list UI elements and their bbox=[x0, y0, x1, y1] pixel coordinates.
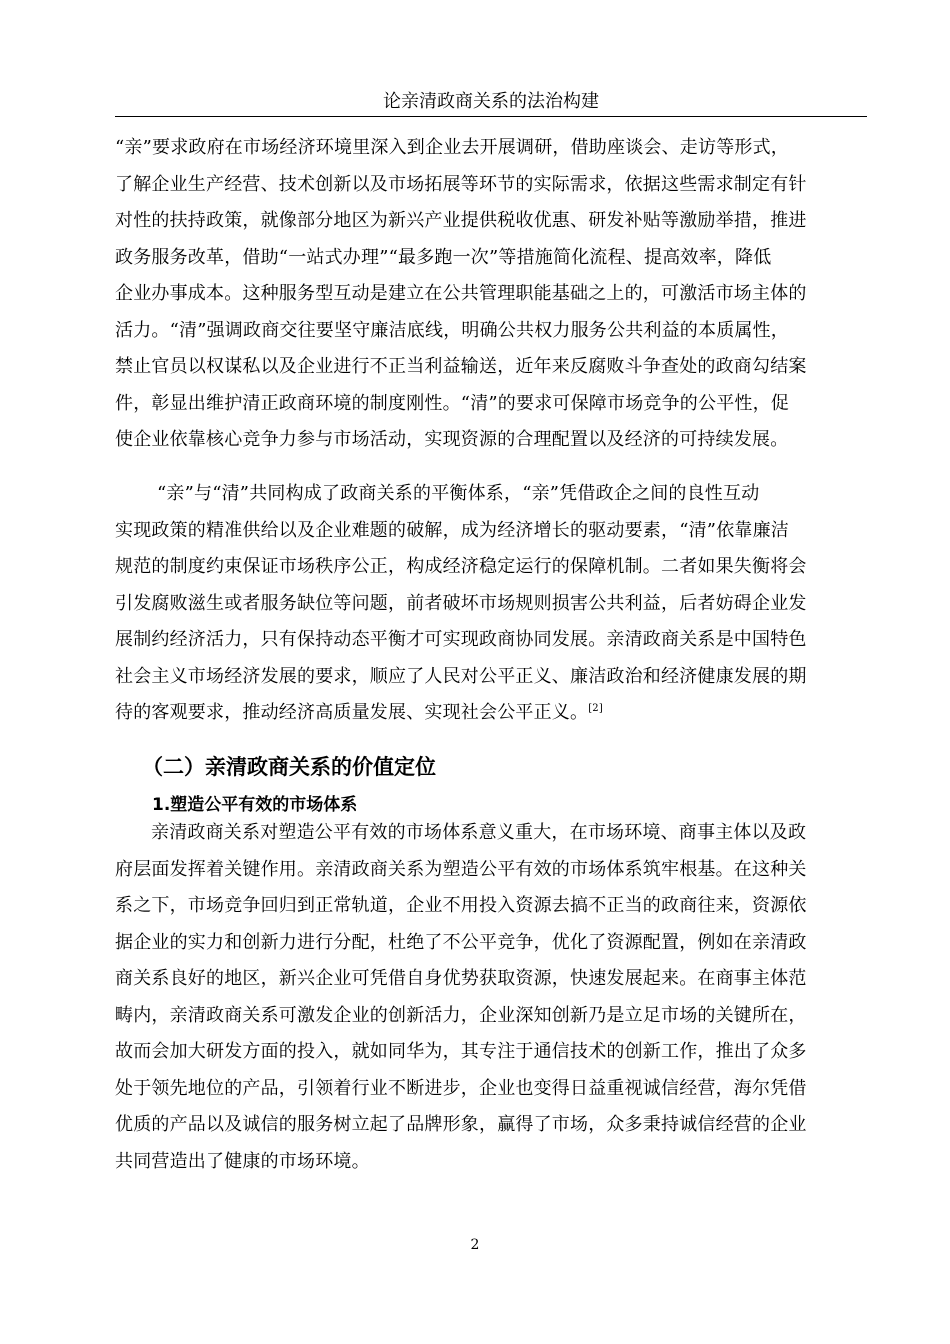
paragraph-line: 系之下，市场竞争回归到正常轨道，企业不用投入资源去搞不正当的政商往来，资源依 bbox=[115, 895, 807, 916]
paragraph-line: 禁止官员以权谋私以及企业进行不正当利益输送，近年来反腐败斗争查处的政商勾结案 bbox=[115, 356, 807, 377]
citation-marker: [2] bbox=[588, 703, 603, 714]
paragraph-line: 展制约经济活力，只有保持动态平衡才可实现政商协同发展。亲清政商关系是中国特色 bbox=[115, 629, 807, 650]
paragraph-line: 共同营造出了健康的市场环境。 bbox=[115, 1150, 370, 1172]
paragraph-2 bbox=[115, 476, 867, 732]
paragraph-line: 了解企业生产经营、技术创新以及市场拓展等环节的实际需求，依据这些需求制定有针 bbox=[115, 173, 807, 195]
paragraph-line: 实现政策的精准供给以及企业难题的破解，成为经济增长的驱动要素，“清”依靠廉洁 bbox=[115, 519, 790, 541]
paragraph-line-text: 待的客观要求，推动经济高质量发展、实现社会公平正义。 bbox=[115, 702, 589, 723]
paragraph-line: 故而会加大研发方面的投入，就如同华为，其专注于通信技术的创新工作，推出了众多 bbox=[115, 1041, 807, 1062]
paragraph-line: 据企业的实力和创新力进行分配，杜绝了不公平竞争，优化了资源配置，例如在亲清政 bbox=[115, 931, 807, 953]
paragraph-1 bbox=[115, 130, 867, 459]
paragraph-line: 对性的扶持政策，就像部分地区为新兴产业提供税收优惠、研发补贴等激励举措，推进 bbox=[115, 210, 807, 231]
running-header: 论亲清政商关系的法治构建 bbox=[383, 91, 599, 112]
paragraph-line: 府层面发挥着关键作用。亲清政商关系为塑造公平有效的市场体系筑牢根基。在这种关 bbox=[115, 858, 807, 880]
paragraph-line: 处于领先地位的产品，引领着行业不断进步，企业也变得日益重视诚信经营，海尔凭借 bbox=[115, 1077, 807, 1099]
paragraph-line: 畴内，亲清政商关系可激发企业的创新活力，企业深知创新乃是立足市场的关键所在， bbox=[115, 1004, 807, 1026]
paragraph-line: “亲”与“清”共同构成了政商关系的平衡体系，“亲”凭借政企之间的良性互动 bbox=[157, 483, 760, 504]
paragraph-line: 引发腐败滋生或者服务缺位等问题，前者破坏市场规则损害公共利益，后者妨碍企业发 bbox=[115, 592, 807, 614]
paragraph-line: 企业办事成本。这种服务型互动是建立在公共管理职能基础之上的，可激活市场主体的 bbox=[115, 283, 807, 304]
paragraph-line: 件，彰显出维护清正政商环境的制度刚性。“清”的要求可保障市场竞争的公平性，促 bbox=[115, 392, 790, 414]
page-number: 2 bbox=[470, 1237, 480, 1253]
header-rule bbox=[115, 116, 867, 117]
paragraph-line: 使企业依靠核心竞争力参与市场活动，实现资源的合理配置以及经济的可持续发展。 bbox=[115, 429, 789, 450]
paragraph-3 bbox=[115, 815, 867, 1180]
paragraph-line: 优质的产品以及诚信的服务树立起了品牌形象，赢得了市场，众多秉持诚信经营的企业 bbox=[115, 1114, 807, 1135]
paragraph-line bbox=[115, 695, 867, 732]
paragraph-line: 亲清政商关系对塑造公平有效的市场体系意义重大，在市场环境、商事主体以及政 bbox=[151, 822, 807, 843]
paragraph-line: “亲”要求政府在市场经济环境里深入到企业去开展调研，借助座谈会、走访等形式， bbox=[115, 137, 790, 158]
sub-heading: 1.塑造公平有效的市场体系 bbox=[152, 795, 358, 815]
paragraph-line: 规范的制度约束保证市场秩序公正，构成经济稳定运行的保障机制。二者如果失衡将会 bbox=[115, 556, 807, 577]
paragraph-line: 政务服务改革，借助“一站式办理”“最多跑一次”等措施简化流程、提高效率，降低 bbox=[115, 246, 772, 268]
section-heading: （二）亲清政商关系的价值定位 bbox=[142, 755, 436, 779]
paragraph-line: 活力。“清”强调政商交往要坚守廉洁底线，明确公共权力服务公共利益的本质属性， bbox=[115, 319, 790, 341]
paragraph-line: 商关系良好的地区，新兴企业可凭借自身优势获取资源，快速发展起来。在商事主体范 bbox=[115, 968, 807, 989]
paragraph-line: 社会主义市场经济发展的要求，顺应了人民对公平正义、廉洁政治和经济健康发展的期 bbox=[115, 665, 807, 687]
